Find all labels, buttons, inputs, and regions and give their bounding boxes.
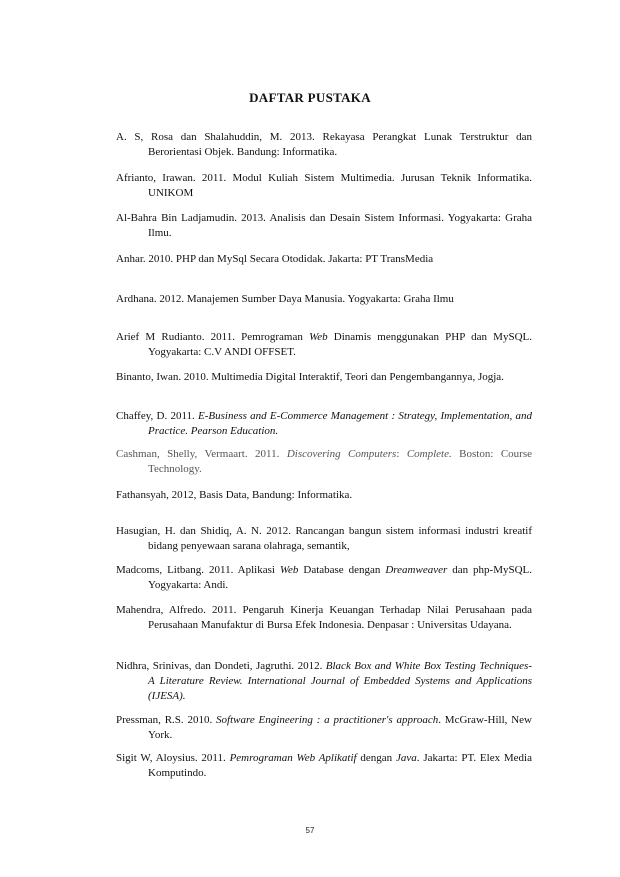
reference-text: . McGraw-Hill, New York. [148,714,532,741]
reference-text: Sigit W, Aloysius. 2011. [116,752,230,764]
reference-text: Pressman, R.S. 2010. [116,714,217,726]
reference-italic-text: Complete. [406,448,452,460]
reference-entry [116,370,532,385]
reference-entry [116,409,532,439]
reference-italic-text: Black Box and White Box Testing Techniques- A Literature Review. International Journal of Embedded Systems and Applications (IJESA). [148,660,532,702]
reference-entry [116,252,532,267]
reference-entry [116,751,532,781]
reference-text: Database dengan [298,564,386,576]
reference-entry [116,659,532,704]
reference-entry [116,488,532,503]
reference-entry [116,130,532,160]
reference-text: Cashman, Shelly, Vermaart. 2011. [116,448,287,460]
reference-text: Al-Bahra Bin Ladjamudin. 2013. Analisis dan Desain Sistem Informasi. Yogyakarta: Graha Ilmu. [116,212,532,239]
page-title: DAFTAR PUSTAKA [249,90,371,105]
reference-text: Boston: Course Technology. [148,448,533,475]
reference-text: A. S, Rosa dan Shalahuddin, M. 2013. Rekayasa Perangkat Lunak Terstruktur dan Berorientasi Objek. Bandung: Informatika. [116,131,532,158]
reference-text: Fathansyah, 2012, Basis Data, Bandung: Informatika. [116,489,353,501]
reference-entry [116,603,532,633]
reference-text: Anhar. 2010. PHP dan MySql Secara Otodidak. Jakarta: PT TransMedia [116,253,434,265]
reference-text: Chaffey, D. 2011. [116,410,199,422]
reference-italic-text: Software Engineering : a practitioner's approach [216,714,439,726]
reference-italic-text: Pemrograman Web Aplikatif [229,752,357,764]
reference-italic-text: Java [395,752,417,764]
reference-text: Nidhra, Srinivas, dan Dondeti, Jagruthi. 2012. [116,660,326,672]
reference-text: Dinamis menggunakan PHP dan MySQL. Yogyakarta: C.V ANDI OFFSET. [148,331,532,358]
reference-text: Mahendra, Alfredo. 2011. Pengaruh Kinerja Keuangan Terhadap Nilai Perusahaan pada Perusahaan Manufaktur di Bursa Efek Indonesia. Denpasar : Universitas Udayana. [116,604,532,631]
reference-text: Madcoms, Litbang. 2011. Aplikasi [116,564,280,576]
reference-entry [116,171,532,201]
reference-italic-text: Discovering Computers [286,448,397,460]
reference-text: dengan [356,752,396,764]
reference-entry [116,563,532,593]
reference-text: Binanto, Iwan. 2010. Multimedia Digital Interaktif, Teori dan Pengembangannya, Jogja. [116,371,504,383]
reference-text: Afrianto, Irawan. 2011. Modul Kuliah Sistem Multimedia. Jurusan Teknik Informatika. UNIKOM [116,172,532,199]
reference-text: Arief M Rudianto. 2011. Pemrograman [116,331,310,343]
reference-italic-text: Dreamweaver [385,564,448,576]
reference-italic-text: E-Business and E-Commerce Management : Strategy, Implementation, and Practice. Pearson Education. [148,410,532,437]
reference-text: Ardhana. 2012. Manajemen Sumber Daya Manusia. Yogyakarta: Graha Ilmu [116,293,454,305]
reference-text: . Jakarta: PT. Elex Media Komputindo. [148,752,532,779]
reference-entry [116,713,532,743]
reference-entry [116,447,532,477]
reference-text: : [396,448,407,460]
reference-entry [116,524,532,554]
reference-italic-text: Web [279,564,299,576]
reference-entry [116,330,532,360]
reference-entry [116,292,532,307]
reference-text: dan php-MySQL. Yogyakarta: Andi. [148,564,533,591]
reference-text: Hasugian, H. dan Shidiq, A. N. 2012. Rancangan bangun sistem informasi industri kreatif bidang penyewaan sarana olahraga, semantik, [116,525,532,552]
reference-italic-text: Web [309,331,328,343]
page-number: 57 [305,826,315,835]
reference-entry [116,211,532,241]
